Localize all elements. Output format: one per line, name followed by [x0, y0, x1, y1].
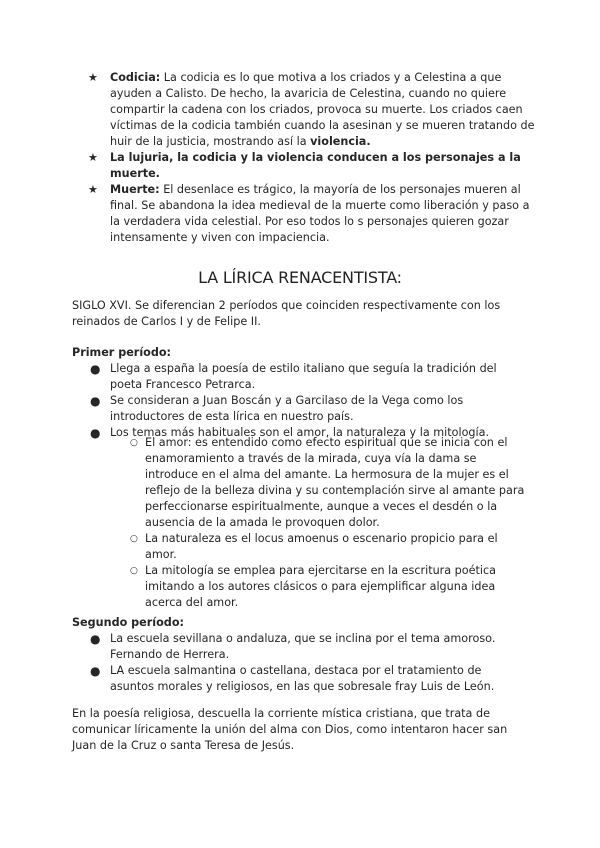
bullet-marker: ● [90, 632, 101, 646]
intro-paragraph: SIGLO XVI. Se diferencian 2 períodos que coinciden respectivamente con los reinados de Carlos I y de Felipe II. [72, 299, 501, 328]
star-label: La lujuria, la codicia y la violencia conducen a los personajes a la muerte. [110, 151, 521, 180]
star-marker: ★ [88, 183, 98, 196]
sublist-item-text: La naturaleza es el locus amoenus o escenario propicio para el amor. [145, 532, 498, 561]
star-marker: ★ [88, 151, 98, 164]
star-item-codicia [88, 70, 536, 150]
list-item-text: LA escuela salmantina o castellana, destaca por el tratamiento de asuntos morales y religiosos, en las que sobresale fray Luis de León. [110, 664, 495, 693]
closing-paragraph: En la poesía religiosa, descuella la corriente mística cristiana, que trata de comunicar líricamente la unión del alma con Dios, como intentaron hacer san Juan de la Cruz o santa Teresa de Jesús. [72, 707, 508, 752]
list-item-text: La escuela sevillana o andaluza, que se inclina por el tema amoroso. Fernando de Herrera. [110, 632, 496, 661]
star-tail: violencia. [310, 135, 371, 148]
star-item-muerte [88, 182, 536, 246]
second-period-list [88, 631, 528, 695]
star-label: Codicia: [110, 71, 161, 84]
list-item [88, 361, 528, 393]
bullet-marker: ● [90, 394, 101, 408]
list-item-text: Los temas más habituales son el amor, la naturaleza y la mitología. [110, 426, 490, 439]
bullet-marker: ● [90, 426, 101, 440]
circle-marker: ○ [130, 566, 138, 576]
list-item-text: Se consideran a Juan Boscán y a Garcilaso de la Vega como los introductores de esta lírica en nuestro país. [110, 394, 464, 423]
star-marker: ★ [88, 71, 98, 84]
sublist-item-text: El amor: es entendido como efecto espiritual que se inicia con el enamoramiento a través de la mirada, cuya vía la dama se introduce en el alma del amante. La hermosura de la mujer es el reflejo de la belleza divina y su contemplación sirve al amante para perfeccionarse espiritualmente, aunque a veces el desdén o la ausencia de la amada le provoquen dolor. [145, 436, 525, 529]
list-item [88, 631, 528, 663]
bullet-marker: ● [90, 362, 101, 376]
list-item [88, 663, 528, 695]
list-item-text: Llega a españa la poesía de estilo italiano que seguía la tradición del poeta Francesco Petrarca. [110, 362, 497, 391]
list-item [88, 393, 528, 425]
sublist-item [128, 531, 528, 563]
star-list [88, 70, 536, 246]
circle-marker: ○ [130, 438, 138, 448]
star-item-lujuria [88, 150, 536, 182]
first-period-list [88, 361, 528, 441]
star-text: La codicia es lo que motiva a los criados y a Celestina a que ayuden a Calisto. De hecho, la avaricia de Celestina, cuando no quiere compartir la cadena con los criados, provoca su muerte. Los criados caen víctimas de la codicia también cuando la asesinan y se mueren tratando de huir de la justicia, mostrando así la [110, 71, 535, 148]
bullet-marker: ● [90, 664, 101, 678]
sublist-item [128, 563, 528, 611]
first-period-sublist [128, 435, 528, 611]
section-title: LA LÍRICA RENACENTISTA: [198, 268, 402, 287]
circle-marker: ○ [130, 534, 138, 544]
star-text: El desenlace es trágico, la mayoría de los personajes mueren al final. Se abandona la idea medieval de la muerte como liberación y paso a la verdadera vida celestial. Por eso todos lo s personajes quieren gozar intensamente y viven con impaciencia. [110, 183, 530, 244]
second-period-heading: Segundo período: [72, 616, 184, 629]
sublist-item-text: La mitología se emplea para ejercitarse en la escritura poética imitando a los autores clásicos o para ejemplificar alguna idea acerca del amor. [145, 564, 497, 609]
sublist-item [128, 435, 528, 531]
star-label: Muerte: [110, 183, 160, 196]
first-period-heading: Primer período: [72, 346, 172, 359]
